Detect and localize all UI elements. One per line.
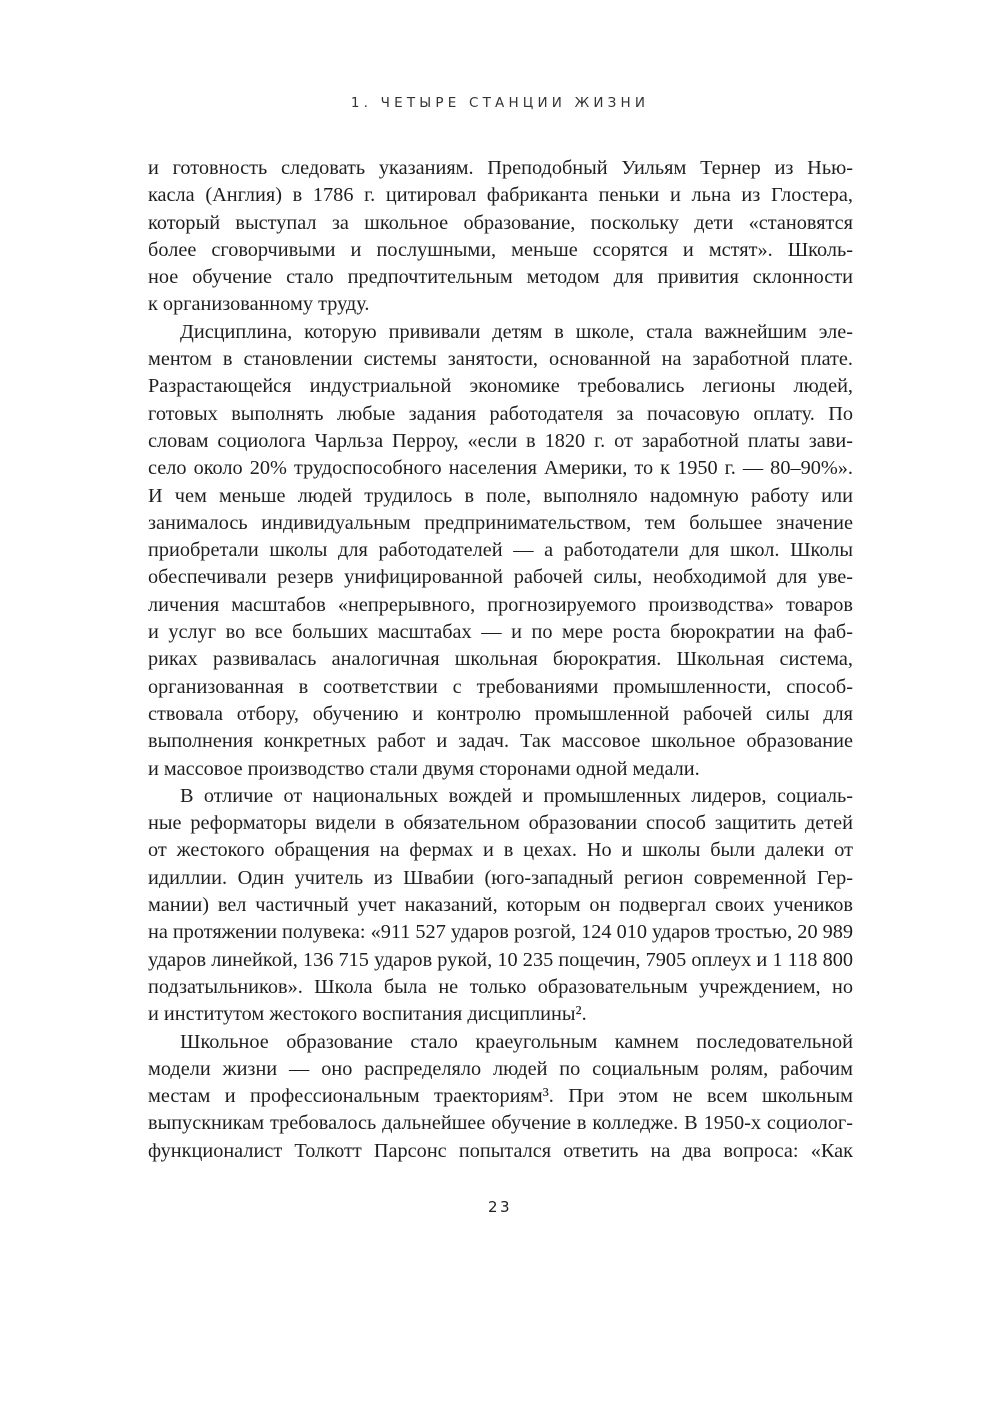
text-line: село около 20% трудоспособного населения Америки, то к 1950 г. — 80–90%».	[148, 457, 853, 480]
text-line: Школьное образование стало краеугольным камнем последовательной	[180, 1030, 853, 1053]
text-line: В отличие от национальных вождей и промышленных лидеров, социаль-	[180, 784, 853, 807]
text-line: занималось индивидуальным предпринимательством, тем большее значение	[148, 511, 853, 534]
text-line: Дисциплина, которую прививали детям в школе, стала важнейшим эле-	[180, 320, 853, 343]
text-line: организованная в соответствии с требованиями промышленности, способ-	[148, 675, 853, 698]
text-line: более сговорчивыми и послушными, меньше ссорятся и мстят». Школь-	[148, 238, 853, 261]
text-line: и услуг во все больших масштабах — и по мере роста бюрократии на фаб-	[148, 621, 853, 644]
text-line: и массовое производство стали двумя сторонами одной медали.	[148, 757, 700, 780]
text-line: Разрастающейся индустриальной экономике требовались легионы людей,	[148, 375, 853, 398]
text-line: идиллии. Один учитель из Швабии (юго-западный регион современной Гер-	[148, 866, 853, 889]
text-line: модели жизни — оно распределяло людей по социальным ролям, рабочим	[148, 1057, 853, 1080]
running-header: 1. ЧЕТЫРЕ СТАНЦИИ ЖИЗНИ	[350, 95, 650, 111]
text-line: функционалист Толкотт Парсонс попытался ответить на два вопроса: «Как	[148, 1139, 853, 1162]
text-line: мании) вел частичный учет наказаний, которым он подвергал своих учеников	[148, 894, 853, 917]
text-line: выполнения конкретных работ и задач. Так массовое школьное образование	[148, 730, 853, 753]
text-line: обеспечивали резерв унифицированной рабочей силы, необходимой для уве-	[148, 566, 853, 589]
text-line: риках развивалась аналогичная школьная бюрократия. Школьная система,	[148, 648, 853, 671]
text-line: ударов линейкой, 136 715 ударов рукой, 10 235 пощечин, 7905 оплеух и 1 118 800	[148, 948, 853, 971]
text-line: ментом в становлении системы занятости, основанной на заработной плате.	[148, 348, 853, 371]
page-number: 23	[487, 1198, 513, 1216]
text-line: который выступал за школьное образование, поскольку дети «становятся	[148, 211, 853, 234]
text-line: и готовность следовать указаниям. Преподобный Уильям Тернер из Нью-	[148, 157, 853, 179]
text-line: выпускникам требовалось дальнейшее обучение в колледже. В 1950-х социолог-	[148, 1112, 853, 1135]
text-line: И чем меньше людей трудилось в поле, выполняло надомную работу или	[148, 484, 853, 507]
text-line: от жестокого обращения на фермах и в цехах. Но и школы были далеки от	[148, 839, 853, 862]
text-line: подзатыльников». Школа была не только образовательным учреждением, но	[148, 975, 853, 998]
paragraph	[148, 319, 853, 783]
paragraph	[148, 1029, 853, 1165]
paragraph	[148, 155, 853, 319]
text-line: и институтом жестокого воспитания дисциплины².	[148, 1003, 587, 1026]
paragraph	[148, 783, 853, 1029]
text-line: словам социолога Чарльза Перроу, «если в 1820 г. от заработной платы зави-	[148, 429, 853, 452]
text-line: приобретали школы для работодателей — а работодатели для школ. Школы	[148, 539, 853, 562]
text-line: ствовала отбору, обучению и контролю промышленной рабочей силы для	[148, 702, 853, 725]
text-line: ное обучение стало предпочтительным методом для привития склонности	[148, 266, 853, 289]
text-line: ные реформаторы видели в обязательном образовании способ защитить детей	[148, 812, 853, 835]
text-line: готовых выполнять любые задания работодателя за почасовую оплату. По	[148, 402, 853, 425]
text-line: личения масштабов «непрерывного, прогнозируемого производства» товаров	[148, 593, 853, 616]
text-line: на протяжении полувека: «911 527 ударов розгой, 124 010 ударов тростью, 20 989	[148, 921, 854, 944]
text-line: к организованному труду.	[148, 293, 370, 316]
text-line: местам и профессиональным траекториям³. При этом не всем школьным	[148, 1085, 853, 1108]
text-line: касла (Англия) в 1786 г. цитировал фабриканта пеньки и льна из Глостера,	[148, 184, 853, 207]
body-text	[148, 155, 853, 1165]
